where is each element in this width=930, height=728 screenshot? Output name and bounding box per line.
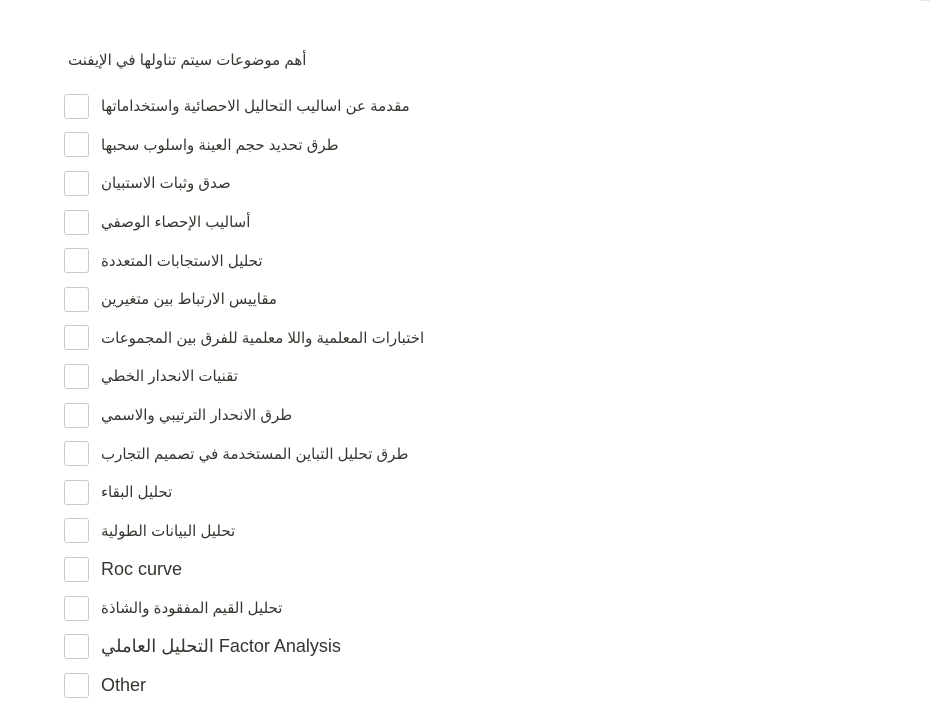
- option-row[interactable]: [64, 473, 424, 512]
- checkbox[interactable]: [64, 403, 89, 428]
- checkbox[interactable]: [64, 287, 89, 312]
- option-label[interactable]: تحليل الاستجابات المتعددة: [101, 252, 263, 270]
- checkbox[interactable]: [64, 518, 89, 543]
- checkbox[interactable]: [64, 248, 89, 273]
- checkbox[interactable]: [64, 132, 89, 157]
- checkbox[interactable]: [64, 325, 89, 350]
- option-label[interactable]: أساليب الإحصاء الوصفي: [101, 214, 251, 232]
- checkbox[interactable]: [64, 364, 89, 389]
- checkbox[interactable]: [64, 596, 89, 621]
- option-label[interactable]: مقدمة عن اساليب التحاليل الاحصائية واستخداماتها: [101, 98, 410, 116]
- option-label[interactable]: تحليل البيانات الطولية: [101, 522, 236, 540]
- option-row[interactable]: [64, 396, 424, 435]
- question-title: أهم موضوعات سيتم تناولها في الإيفنت: [68, 52, 307, 69]
- option-label[interactable]: التحليل العاملي Factor Analysis: [101, 636, 341, 657]
- option-row[interactable]: [64, 319, 424, 358]
- checkbox[interactable]: [64, 634, 89, 659]
- option-row[interactable]: [64, 550, 424, 589]
- option-row[interactable]: [64, 666, 424, 705]
- option-label[interactable]: طرق تحليل التباين المستخدمة في تصميم التجارب: [101, 445, 409, 463]
- option-label[interactable]: اختبارات المعلمية واللا معلمية للفرق بين المجموعات: [101, 329, 425, 347]
- option-row[interactable]: [64, 357, 424, 396]
- option-row[interactable]: [64, 164, 424, 203]
- option-label[interactable]: مقاييس الارتباط بين متغيرين: [101, 291, 277, 309]
- option-label[interactable]: طرق الانحدار الترتيبي والاسمي: [101, 407, 293, 425]
- checkbox[interactable]: [64, 171, 89, 196]
- top-edge-divider: [920, 0, 930, 1]
- option-row[interactable]: [64, 126, 424, 165]
- checkbox[interactable]: [64, 673, 89, 698]
- options-list: [64, 87, 424, 705]
- option-label[interactable]: Other: [101, 674, 147, 695]
- checkbox[interactable]: [64, 210, 89, 235]
- option-label[interactable]: تحليل البقاء: [101, 484, 173, 502]
- option-row[interactable]: [64, 434, 424, 473]
- option-label[interactable]: طرق تحديد حجم العينة واسلوب سحبها: [101, 136, 339, 154]
- option-label[interactable]: تقنيات الانحدار الخطي: [101, 368, 238, 386]
- option-label[interactable]: صدق وثبات الاستبيان: [101, 175, 231, 193]
- checkbox[interactable]: [64, 441, 89, 466]
- option-row[interactable]: [64, 87, 424, 126]
- checkbox[interactable]: [64, 94, 89, 119]
- option-row[interactable]: [64, 512, 424, 551]
- option-row[interactable]: [64, 280, 424, 319]
- option-row[interactable]: [64, 241, 424, 280]
- checkbox[interactable]: [64, 557, 89, 582]
- option-row[interactable]: [64, 589, 424, 628]
- option-row[interactable]: [64, 627, 424, 666]
- checkbox[interactable]: [64, 480, 89, 505]
- option-label[interactable]: تحليل القيم المفقودة والشاذة: [101, 600, 283, 618]
- option-label[interactable]: Roc curve: [101, 558, 183, 579]
- option-row[interactable]: [64, 203, 424, 242]
